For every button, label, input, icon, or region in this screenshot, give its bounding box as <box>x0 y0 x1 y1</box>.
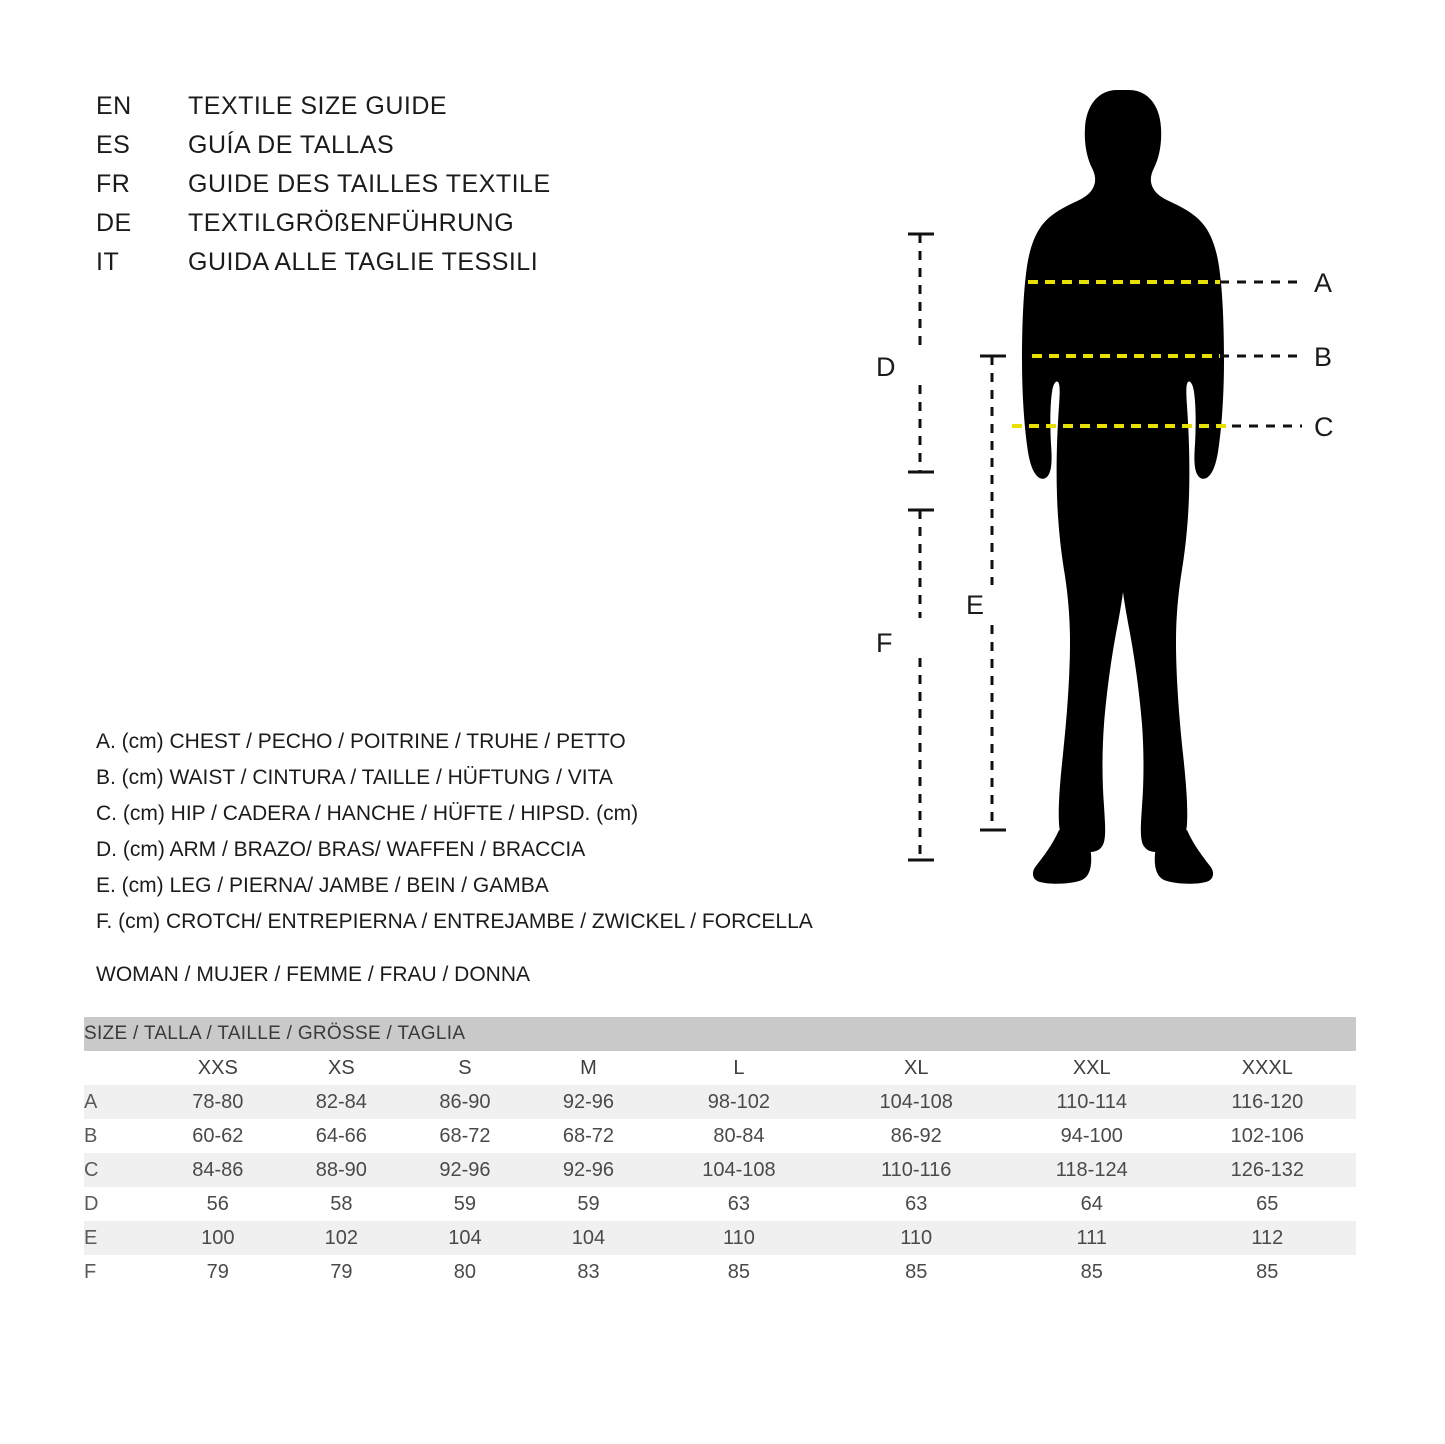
cell-c-xl: 110-116 <box>828 1153 1005 1187</box>
header-cell-blank <box>84 1051 156 1085</box>
table-row <box>84 1153 1356 1187</box>
cell-f-m: 83 <box>527 1255 651 1289</box>
measurement-legend <box>96 724 813 940</box>
title-lang-de: DE <box>96 209 132 237</box>
cell-c-xxxl: 126-132 <box>1179 1153 1356 1187</box>
cell-d-m: 59 <box>527 1187 651 1221</box>
marker-label-d: D <box>876 352 896 382</box>
cell-b-m: 68-72 <box>527 1119 651 1153</box>
title-lang-fr: FR <box>96 170 131 198</box>
table-title: SIZE / TALLA / TAILLE / GRÖSSE / TAGLIA <box>84 1017 1356 1051</box>
row-label-b: B <box>84 1119 156 1153</box>
marker-leaders <box>1220 282 1302 426</box>
cell-f-xl: 85 <box>828 1255 1005 1289</box>
title-text-de: TEXTILGRÖßENFÜHRUNG <box>188 209 515 237</box>
cell-d-xs: 58 <box>280 1187 404 1221</box>
cell-e-m: 104 <box>527 1221 651 1255</box>
table-title-row <box>84 1017 1356 1051</box>
title-row-de <box>96 209 551 248</box>
cell-e-xs: 102 <box>280 1221 404 1255</box>
header-cell-l: L <box>650 1051 827 1085</box>
table-row <box>84 1119 1356 1153</box>
title-text-it: GUIDA ALLE TAGLIE TESSILI <box>188 248 539 276</box>
marker-label-c: C <box>1314 412 1334 442</box>
legend-item-c: C. (cm) HIP / CADERA / HANCHE / HÜFTE / HIPSD. (cm) <box>96 802 639 825</box>
cell-f-xxs: 79 <box>156 1255 280 1289</box>
cell-a-xxxl: 116-120 <box>1179 1085 1356 1119</box>
table-row <box>84 1255 1356 1289</box>
cell-f-xxl: 85 <box>1005 1255 1179 1289</box>
header-cell-xxs: XXS <box>156 1051 280 1085</box>
marker-label-e: E <box>966 590 985 620</box>
legend-item-b: B. (cm) WAIST / CINTURA / TAILLE / HÜFTUNG / VITA <box>96 766 613 789</box>
legend-item-a: A. (cm) CHEST / PECHO / POITRINE / TRUHE / PETTO <box>96 730 626 753</box>
header-cell-s: S <box>403 1051 527 1085</box>
title-row-it <box>96 248 551 287</box>
row-label-e: E <box>84 1221 156 1255</box>
title-lang-en: EN <box>96 92 132 120</box>
header-cell-xxxl: XXXL <box>1179 1051 1356 1085</box>
cell-c-l: 104-108 <box>650 1153 827 1187</box>
cell-c-s: 92-96 <box>403 1153 527 1187</box>
cell-a-m: 92-96 <box>527 1085 651 1119</box>
gender-label: WOMAN / MUJER / FEMME / FRAU / DONNA <box>96 963 530 986</box>
size-table-wrap <box>84 1017 1356 1289</box>
header-cell-xxl: XXL <box>1005 1051 1179 1085</box>
legend-item-f: F. (cm) CROTCH/ ENTREPIERNA / ENTREJAMBE / ZWICKEL / FORCELLA <box>96 910 813 933</box>
cell-c-m: 92-96 <box>527 1153 651 1187</box>
cell-f-xxxl: 85 <box>1179 1255 1356 1289</box>
cell-d-xxl: 64 <box>1005 1187 1179 1221</box>
legend-item-d: D. (cm) ARM / BRAZO/ BRAS/ WAFFEN / BRACCIA <box>96 838 586 861</box>
cell-a-xs: 82-84 <box>280 1085 404 1119</box>
marker-label-a: A <box>1314 268 1333 298</box>
cell-c-xxl: 118-124 <box>1005 1153 1179 1187</box>
table-header-row <box>84 1051 1356 1085</box>
header-cell-m: M <box>527 1051 651 1085</box>
body-measurement-diagram <box>820 40 1380 920</box>
cell-e-xl: 110 <box>828 1221 1005 1255</box>
cell-e-xxl: 111 <box>1005 1221 1179 1255</box>
cell-c-xs: 88-90 <box>280 1153 404 1187</box>
cell-b-xxl: 94-100 <box>1005 1119 1179 1153</box>
cell-d-xxxl: 65 <box>1179 1187 1356 1221</box>
row-label-a: A <box>84 1085 156 1119</box>
cell-a-s: 86-90 <box>403 1085 527 1119</box>
cell-f-s: 80 <box>403 1255 527 1289</box>
row-label-c: C <box>84 1153 156 1187</box>
cell-a-xxs: 78-80 <box>156 1085 280 1119</box>
header-cell-xl: XL <box>828 1051 1005 1085</box>
cell-d-xxs: 56 <box>156 1187 280 1221</box>
header-cell-xs: XS <box>280 1051 404 1085</box>
cell-b-xs: 64-66 <box>280 1119 404 1153</box>
cell-b-s: 68-72 <box>403 1119 527 1153</box>
cell-b-xxs: 60-62 <box>156 1119 280 1153</box>
cell-b-xl: 86-92 <box>828 1119 1005 1153</box>
marker-label-b: B <box>1314 342 1333 372</box>
cell-b-xxxl: 102-106 <box>1179 1119 1356 1153</box>
cell-f-l: 85 <box>650 1255 827 1289</box>
cell-a-xl: 104-108 <box>828 1085 1005 1119</box>
title-lang-it: IT <box>96 248 120 276</box>
cell-a-l: 98-102 <box>650 1085 827 1119</box>
bracket-f <box>908 510 934 860</box>
cell-c-xxs: 84-86 <box>156 1153 280 1187</box>
cell-f-xs: 79 <box>280 1255 404 1289</box>
bracket-d <box>908 234 934 472</box>
cell-e-l: 110 <box>650 1221 827 1255</box>
title-block <box>96 92 551 287</box>
title-row-fr <box>96 170 551 209</box>
cell-e-xxs: 100 <box>156 1221 280 1255</box>
table-row <box>84 1221 1356 1255</box>
title-lang-es: ES <box>96 131 131 159</box>
table-row <box>84 1187 1356 1221</box>
legend-item-e: E. (cm) LEG / PIERNA/ JAMBE / BEIN / GAMBA <box>96 874 549 897</box>
row-label-f: F <box>84 1255 156 1289</box>
title-text-fr: GUIDE DES TAILLES TEXTILE <box>188 170 551 198</box>
cell-a-xxl: 110-114 <box>1005 1085 1179 1119</box>
title-text-es: GUÍA DE TALLAS <box>188 131 395 159</box>
marker-label-f: F <box>876 628 893 658</box>
cell-e-s: 104 <box>403 1221 527 1255</box>
cell-d-s: 59 <box>403 1187 527 1221</box>
cell-b-l: 80-84 <box>650 1119 827 1153</box>
title-row-en <box>96 92 551 131</box>
title-text-en: TEXTILE SIZE GUIDE <box>188 92 448 120</box>
table-row <box>84 1085 1356 1119</box>
cell-d-l: 63 <box>650 1187 827 1221</box>
size-table <box>84 1017 1356 1289</box>
cell-d-xl: 63 <box>828 1187 1005 1221</box>
cell-e-xxxl: 112 <box>1179 1221 1356 1255</box>
female-silhouette-icon <box>1022 90 1224 884</box>
row-label-d: D <box>84 1187 156 1221</box>
title-row-es <box>96 131 551 170</box>
